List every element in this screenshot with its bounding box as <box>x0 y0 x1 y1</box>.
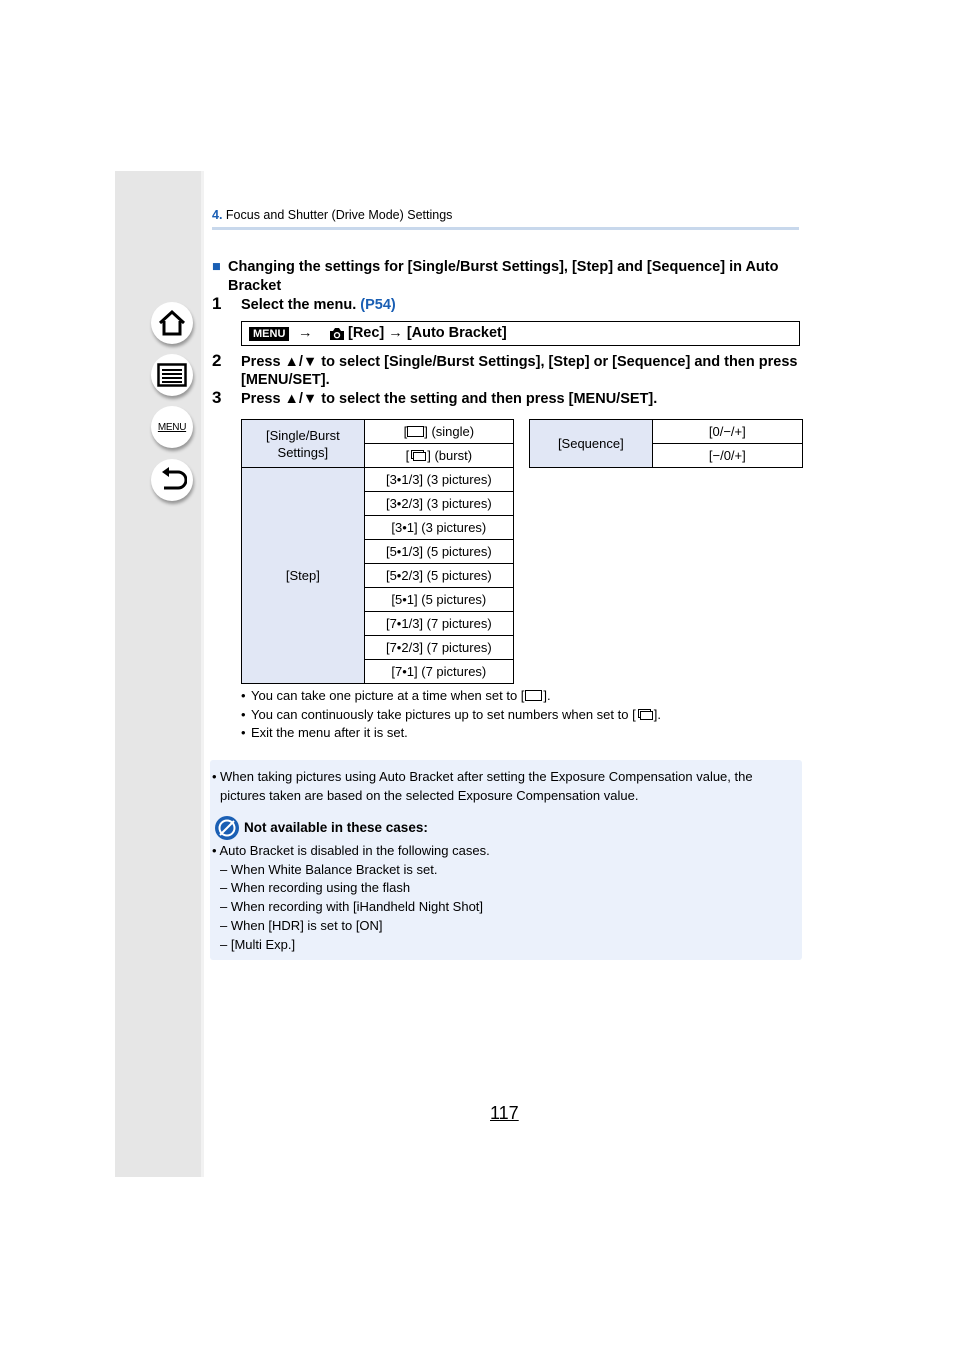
list-item <box>241 687 661 706</box>
page-number: 117 <box>490 1103 519 1123</box>
menu-path-text: [Rec] → [Auto Bracket] <box>348 325 507 341</box>
not-available-list <box>212 842 490 954</box>
step-option: [3•2/3] (3 pictures) <box>364 492 513 516</box>
step-1-text <box>241 296 801 314</box>
single-option: [ ] (single) <box>364 420 513 444</box>
list-item: – When White Balance Bracket is set. <box>220 861 438 877</box>
bullet-list <box>241 687 661 743</box>
sequence-table <box>529 419 803 468</box>
not-available-icon <box>214 815 240 841</box>
sequence-option: [−/0/+] <box>652 444 802 468</box>
single-frame-icon <box>525 690 542 701</box>
bullet-close: ]. <box>653 706 661 722</box>
note-paragraph <box>212 767 797 805</box>
bullet-single-text: You can take one picture at a time when set to [ <box>251 688 525 703</box>
burst-frames-icon <box>636 708 654 721</box>
table-row <box>242 468 514 492</box>
step-option: [5•1] (5 pictures) <box>364 588 513 612</box>
list-item <box>241 706 661 725</box>
camera-icon <box>329 327 345 341</box>
menu-path-box <box>241 321 800 346</box>
step-number: 3 <box>212 388 222 407</box>
contents-button[interactable] <box>151 354 193 396</box>
note-box <box>210 760 802 960</box>
step-option: [7•1/3] (7 pictures) <box>364 612 513 636</box>
bullet-dot: • <box>241 725 246 740</box>
bullet-burst-text: You can continuously take pictures up to set numbers when set to [ <box>251 706 636 722</box>
chapter-title: Focus and Shutter (Drive Mode) Settings <box>225 208 453 222</box>
single-option-label: ] (single) <box>424 424 475 439</box>
step-option: [5•1/3] (5 pictures) <box>364 540 513 564</box>
single-burst-header: [Single/Burst Settings] <box>242 420 365 468</box>
section-bullet-icon: ■ <box>212 259 221 275</box>
burst-option: [ ] (burst) <box>364 444 513 468</box>
list-item: – When [HDR] is set to [ON] <box>220 917 383 933</box>
bullet-dot: • <box>212 769 217 784</box>
burst-option-label: ] (burst) <box>427 448 473 463</box>
arrow: → <box>298 325 313 341</box>
sequence-header: [Sequence] <box>530 420 653 468</box>
step-option: [7•2/3] (7 pictures) <box>364 636 513 660</box>
back-button[interactable] <box>151 459 193 501</box>
bullet-exit-text: Exit the menu after it is set. <box>251 725 408 740</box>
sidebar-nav <box>115 171 204 1177</box>
bullet-dot: • <box>241 688 246 703</box>
table-row <box>530 420 803 444</box>
step-number: 2 <box>212 351 222 370</box>
step-1-label: Select the menu. <box>241 297 357 313</box>
bullet-close: ]. <box>543 688 551 703</box>
chapter-header <box>212 208 452 222</box>
home-icon <box>157 308 187 338</box>
table-row <box>242 420 514 444</box>
back-icon <box>157 466 187 494</box>
sequence-option: [0/−/+] <box>652 420 802 444</box>
not-available-title: Not available in these cases: <box>244 820 428 835</box>
step-option: [3•1/3] (3 pictures) <box>364 468 513 492</box>
list-item: – When recording with [iHandheld Night Shot] <box>220 899 484 915</box>
bullet-dot: • <box>241 706 246 722</box>
step-option: [7•1] (7 pictures) <box>364 660 513 684</box>
step-number: 1 <box>212 294 222 313</box>
section-title-text: Changing the settings for [Single/Burst Settings], [Step] and [Sequence] in Auto Bracket <box>228 259 779 294</box>
page-link[interactable]: (P54) <box>360 297 396 313</box>
single-frame-icon <box>407 426 424 437</box>
section-title <box>212 258 802 296</box>
list-item: – [Multi Exp.] <box>220 936 296 952</box>
menu-tag: MENU <box>249 327 289 341</box>
home-button[interactable] <box>151 302 193 344</box>
header-rule <box>212 227 799 230</box>
settings-table <box>241 419 514 684</box>
chapter-number: 4. <box>212 208 223 222</box>
list-item: • Auto Bracket is disabled in the following cases. <box>212 843 490 858</box>
contents-list-icon <box>157 363 187 387</box>
note-text: When taking pictures using Auto Bracket after setting the Exposure Compensation value, the pictures taken are based on the selected Exposure Compensation value. <box>220 769 753 803</box>
step-3-text: Press ▲/▼ to select the setting and then press [MENU/SET]. <box>241 391 658 407</box>
step-header: [Step] <box>242 468 365 684</box>
menu-button[interactable] <box>151 406 193 448</box>
step-option: [5•2/3] (5 pictures) <box>364 564 513 588</box>
step-2-text: Press ▲/▼ to select [Single/Burst Settings], [Step] or [Sequence] and then press [MENU/SET]. <box>241 354 798 388</box>
burst-frames-icon <box>409 449 427 462</box>
menu-icon: MENU <box>157 421 187 433</box>
step-option: [3•1] (3 pictures) <box>364 516 513 540</box>
list-item <box>241 724 661 743</box>
list-item: – When recording using the flash <box>220 880 411 896</box>
